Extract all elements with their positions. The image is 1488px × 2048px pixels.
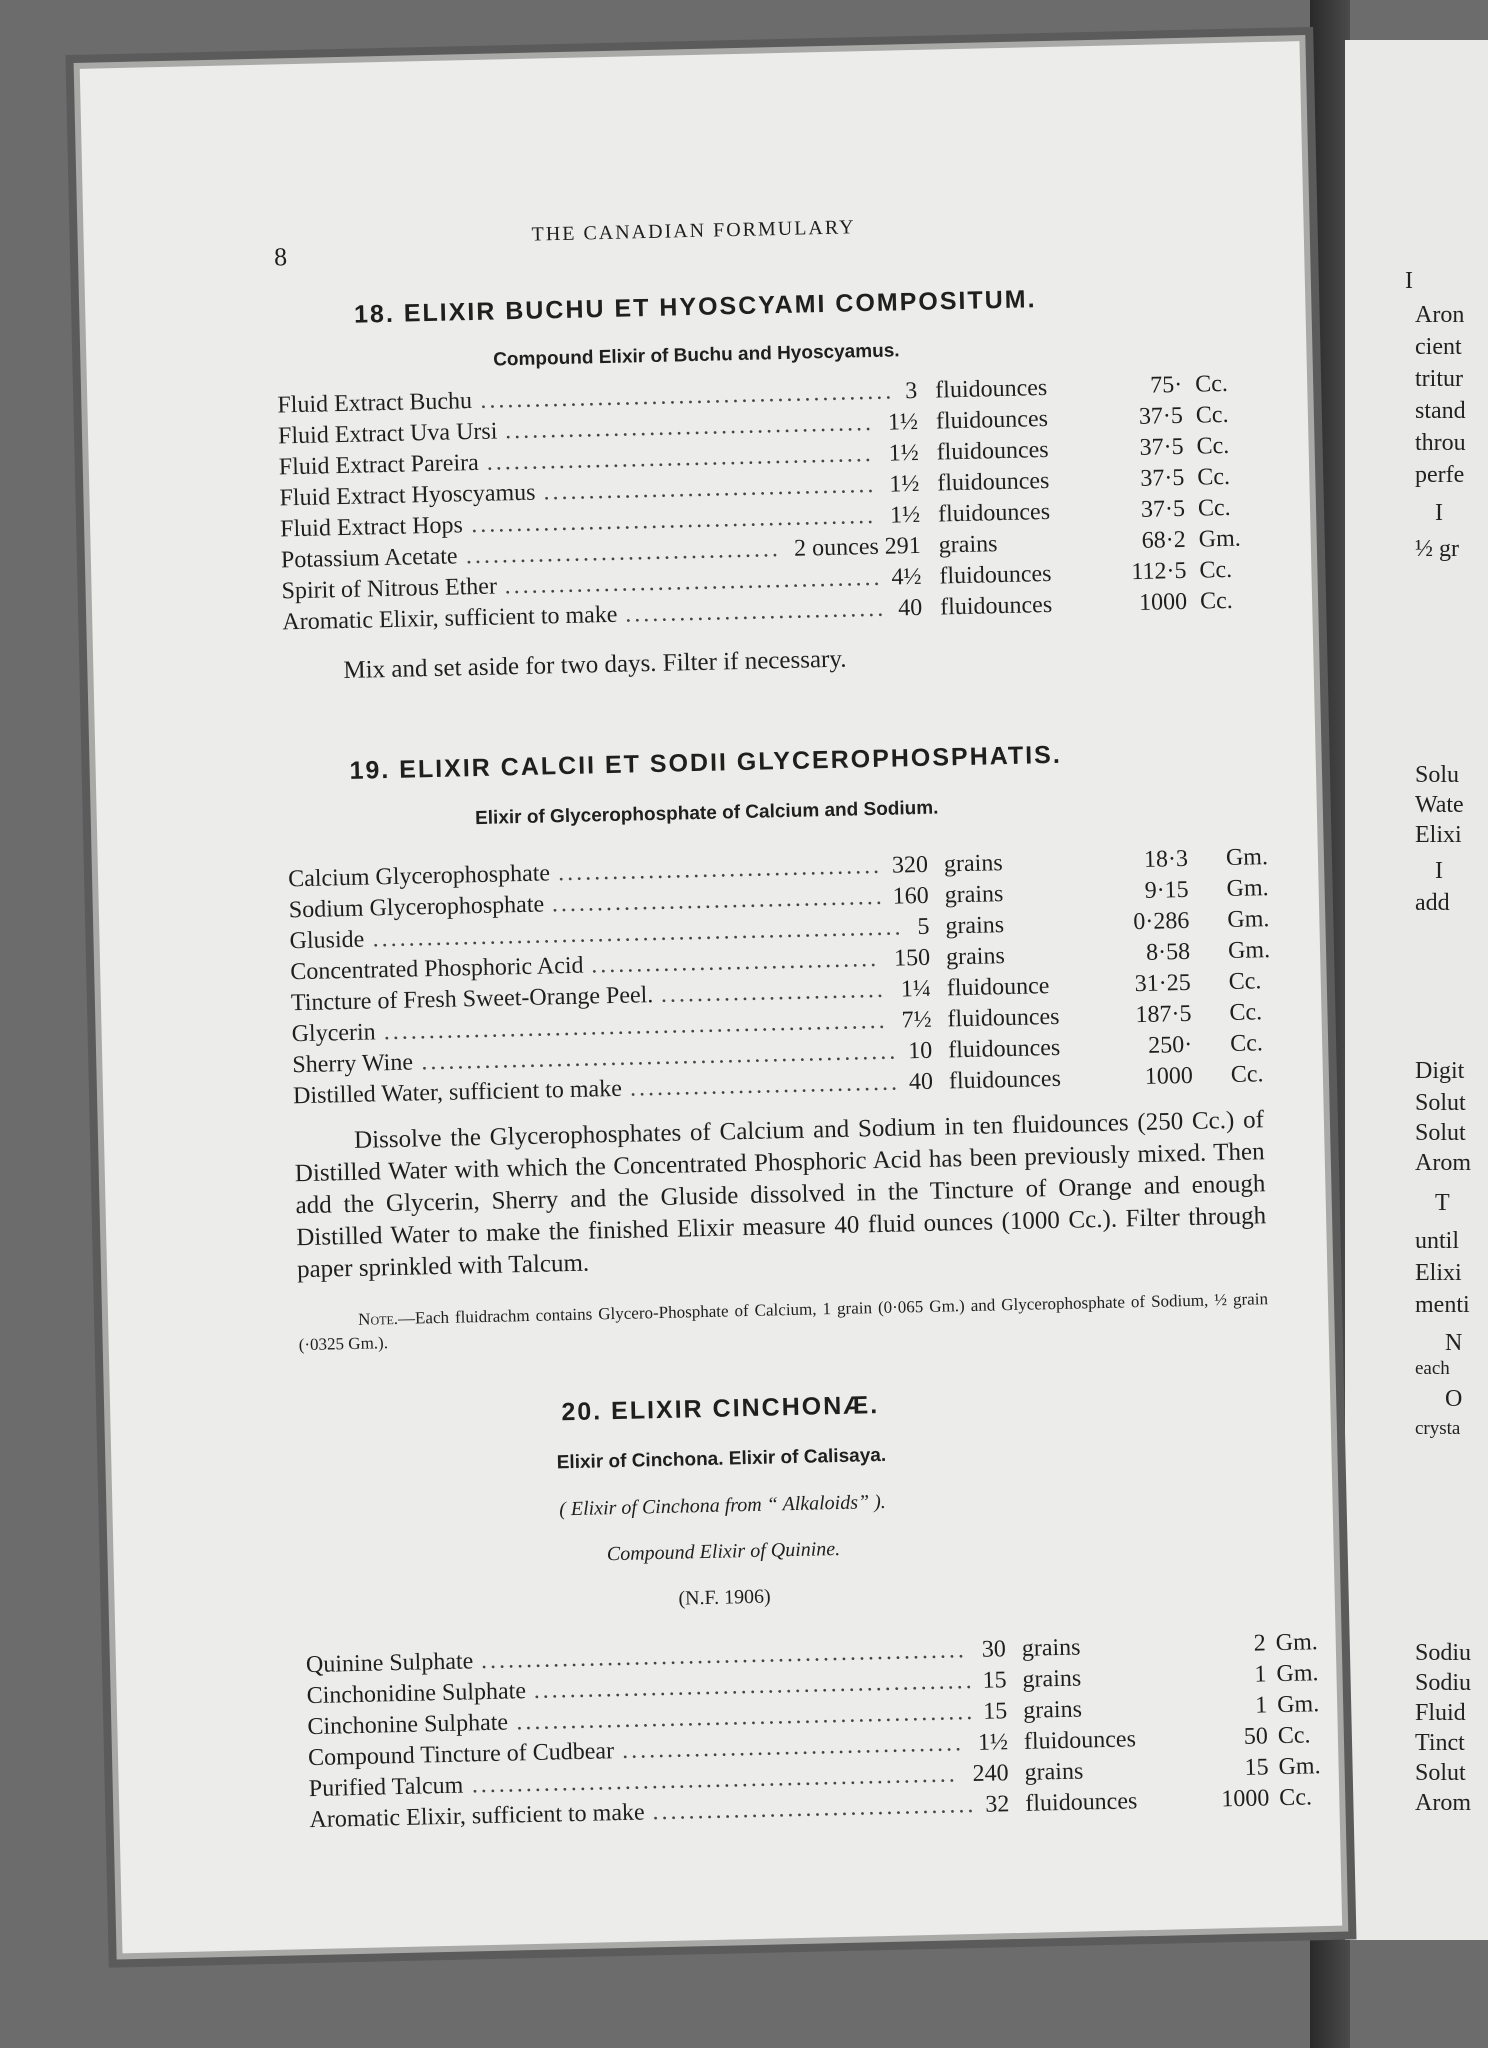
ingredient-quantity: 1½ <box>887 408 919 436</box>
dot-leader: ................................................... <box>516 1698 976 1736</box>
metric-unit: Gm. <box>1275 1629 1319 1657</box>
ingredient-unit: fluidounces <box>947 1003 1060 1033</box>
metric-amount: 18·3 <box>1143 845 1189 873</box>
ingredient-unit: fluidounces <box>936 436 1049 466</box>
directions: Mix and set aside for two days. Filter if necessary. <box>343 645 847 685</box>
ingredient-unit: grains <box>938 531 998 559</box>
running-header: THE CANADIAN FORMULARY <box>531 216 856 246</box>
ingredient-quantity: 1½ <box>977 1729 1009 1756</box>
ingredient-name: Tincture of Fresh Sweet-Orange Peel. <box>290 982 654 1017</box>
ingredient-name: Aromatic Elixir, sufficient to make <box>282 601 618 636</box>
fragment: Arom <box>1415 1150 1471 1176</box>
metric-amount: 1000 <box>1138 588 1188 616</box>
metric-unit: Cc. <box>1229 1030 1264 1057</box>
metric-unit: Cc. <box>1197 494 1231 522</box>
ingredient-quantity: 2 ounces 291 <box>793 532 922 562</box>
metric-amount: 1 <box>1254 1692 1268 1719</box>
metric-unit: Gm. <box>1226 875 1269 903</box>
ingredient-unit: fluidounces <box>1023 1726 1137 1755</box>
ingredient-unit: grains <box>1021 1634 1081 1662</box>
metric-amount: 9·15 <box>1144 876 1189 904</box>
fragment: Solut <box>1415 1760 1466 1786</box>
ingredient-name: Spirit of Nitrous Ether <box>281 573 498 605</box>
fragment: crysta <box>1415 1418 1461 1439</box>
fragment: Elixi <box>1415 1260 1462 1286</box>
dot-leader: ..................................... <box>543 471 877 506</box>
fragment: ½ gr <box>1415 536 1459 562</box>
dot-leader: .......................................... <box>504 564 883 600</box>
dot-leader: ............................. <box>624 595 887 628</box>
metric-amount: 37·5 <box>1140 495 1186 523</box>
metric-unit: Gm. <box>1198 525 1241 553</box>
ingredient-name: Purified Talcum <box>308 1772 464 1803</box>
ingredient-unit: fluidounces <box>934 374 1048 404</box>
ingredient-name: Fluid Extract Uva Ursi <box>277 418 498 450</box>
fragment: I <box>1435 858 1443 884</box>
dot-leader: .............................................. <box>480 378 895 414</box>
ingredient-unit: fluidounces <box>939 560 1052 590</box>
dot-leader: .............................. <box>629 1069 901 1102</box>
fragment: Solut <box>1415 1090 1466 1116</box>
fragment: menti <box>1415 1292 1470 1318</box>
metric-amount: 2 <box>1253 1630 1267 1657</box>
metric-unit: Cc. <box>1199 587 1234 615</box>
ingredient-unit: fluidounces <box>939 591 1053 621</box>
dot-leader: .................................... <box>652 1791 977 1826</box>
ingredient-name: Glycerin <box>291 1019 376 1048</box>
ingredient-unit: fluidounces <box>937 498 1051 528</box>
directions: Dissolve the Glycerophosphates of Calcium and Sodium in ten fluidounces (250 Cc.) of Distilled Water with which the Concentrated Phosphoric Acid has been previously mixed. Then add the Glycerin, Sherry and the Gluside dissolved in the Tincture of Orange and enough Distilled Water to make the finished Elixir measure 40 fluid ounces (1000 Cc.). Filter through paper sprinkled with Talcum. <box>294 1106 1267 1284</box>
ingredient-name: Sherry Wine <box>292 1049 414 1079</box>
fragment: throu <box>1415 430 1466 456</box>
metric-unit: Cc. <box>1229 999 1263 1026</box>
metric-unit: Cc. <box>1197 463 1231 491</box>
metric-unit: Cc. <box>1199 556 1233 584</box>
metric-unit: Gm. <box>1276 1660 1319 1688</box>
ingredient-quantity: 240 <box>972 1760 1009 1788</box>
fragment: stand <box>1415 398 1466 424</box>
page-number: 8 <box>273 242 288 272</box>
fragment: until <box>1415 1228 1460 1254</box>
ingredient-name: Aromatic Elixir, sufficient to make <box>309 1799 645 1834</box>
dot-leader: .................................... <box>557 852 883 887</box>
ingredient-name: Fluid Extract Buchu <box>277 388 473 419</box>
ingredient-quantity: 1¼ <box>900 975 932 1003</box>
ingredient-name: Cinchonine Sulphate <box>307 1709 509 1741</box>
section-subtitle: Compound Elixir of Buchu and Hyoscyamus. <box>492 340 900 371</box>
fragment: I <box>1435 500 1443 526</box>
ingredient-quantity: 10 <box>907 1037 933 1065</box>
fragment: Solut <box>1415 1120 1466 1146</box>
metric-amount: 8·58 <box>1145 938 1191 966</box>
metric-amount: 250· <box>1147 1031 1193 1059</box>
metric-amount: 1000 <box>1220 1785 1270 1813</box>
ingredient-quantity: 40 <box>897 594 923 622</box>
ingredient-unit: fluidounces <box>937 467 1050 497</box>
metric-amount: 50 <box>1243 1723 1269 1750</box>
ingredient-quantity: 1½ <box>889 470 920 498</box>
metric-amount: 0·286 <box>1133 907 1190 936</box>
dot-leader: ...................................................... <box>471 1761 958 1799</box>
ingredient-name: Fluid Extract Hops <box>279 512 464 543</box>
ingredient-quantity: 7½ <box>901 1006 932 1034</box>
fragment: N <box>1445 1330 1463 1356</box>
section-title: 19. ELIXIR CALCII ET SODII GLYCEROPHOSPHATIS. <box>349 740 1063 785</box>
dot-leader: ......................... <box>660 976 887 1008</box>
metric-unit: Cc. <box>1230 1061 1264 1088</box>
fragment: Fluid <box>1415 1700 1466 1726</box>
dot-leader: ...................................................... <box>480 1637 968 1675</box>
ingredient-quantity: 4½ <box>891 563 922 591</box>
ingredient-unit: grains <box>1022 1665 1082 1693</box>
ingredient-name: Concentrated Phosphoric Acid <box>289 952 584 986</box>
section-title: 20. ELIXIR CINCHONÆ. <box>561 1391 880 1427</box>
fragment: Aron <box>1415 302 1465 328</box>
ingredient-unit: fluidounce <box>946 973 1050 1002</box>
ingredient-unit: fluidounces <box>948 1065 1062 1095</box>
fragment: add <box>1415 890 1450 916</box>
ingredient-name: Calcium Glycerophosphate <box>287 860 551 893</box>
metric-amount: 31·25 <box>1134 969 1192 998</box>
note-text: —Each fluidrachm contains Glycero-Phosphate of Calcium, 1 grain (0·065 Gm.) and Glycerophosphate of Sodium, ½ grain (·0325 Gm.). <box>298 1289 1269 1355</box>
dot-leader: ................................ <box>590 945 880 979</box>
dot-leader: ................................... <box>465 536 782 570</box>
metric-amount: 1 <box>1254 1661 1267 1688</box>
fragment: T <box>1435 1190 1450 1216</box>
ingredient-unit: grains <box>944 881 1004 909</box>
metric-unit: Cc. <box>1228 968 1262 996</box>
ingredient-quantity: 150 <box>893 944 931 972</box>
metric-unit: Gm. <box>1278 1753 1321 1781</box>
metric-amount: 112·5 <box>1131 557 1187 586</box>
fragment: Digit <box>1415 1058 1465 1084</box>
note <box>298 1287 1269 1357</box>
metric-unit: Cc. <box>1195 401 1229 429</box>
metric-unit: Cc. <box>1194 370 1229 398</box>
dot-leader: ........................................... <box>486 440 874 476</box>
metric-unit: Gm. <box>1227 937 1271 965</box>
metric-amount: 37·5 <box>1139 433 1184 461</box>
adjacent-page <box>1345 40 1488 1940</box>
metric-amount: 37·5 <box>1138 402 1184 430</box>
ingredient-quantity: 5 <box>917 913 930 941</box>
ingredient-quantity: 320 <box>891 851 929 879</box>
ingredient-quantity: 15 <box>982 1698 1008 1725</box>
metric-unit: Gm. <box>1276 1691 1320 1719</box>
metric-amount: 75· <box>1149 371 1183 399</box>
note-label: Note. <box>357 1308 399 1329</box>
ingredient-name: Distilled Water, sufficient to make <box>292 1075 623 1110</box>
ingredient-quantity: 1½ <box>889 501 921 529</box>
fragment: Tinct <box>1415 1730 1465 1756</box>
ingredient-quantity: 32 <box>985 1791 1010 1818</box>
ingredient-unit: grains <box>943 850 1003 878</box>
fragment: perfe <box>1415 462 1465 488</box>
ingredient-quantity: 1½ <box>888 439 919 467</box>
book-page <box>80 41 1342 1953</box>
section-title: 18. ELIXIR BUCHU ET HYOSCYAMI COMPOSITUM. <box>353 285 1037 329</box>
ingredient-unit: fluidounces <box>947 1034 1061 1064</box>
metric-unit: Cc. <box>1277 1722 1311 1750</box>
metric-amount: 187·5 <box>1135 1000 1192 1029</box>
metric-amount: 1000 <box>1144 1062 1194 1090</box>
section-subtitle: Elixir of Cinchona. Elixir of Calisaya. <box>556 1444 887 1474</box>
ingredient-quantity: 160 <box>892 882 930 910</box>
fragment: Solu <box>1415 762 1460 788</box>
ingredient-name: Fluid Extract Hyoscyamus <box>279 479 536 512</box>
ingredient-quantity: 40 <box>908 1068 934 1096</box>
metric-amount: 37·5 <box>1140 464 1185 492</box>
ingredient-unit: grains <box>945 912 1005 940</box>
metric-unit: Cc. <box>1196 432 1230 460</box>
ingredient-list <box>288 844 1293 1115</box>
fragment: Elixi <box>1415 822 1462 848</box>
ingredient-unit: fluidounces <box>935 405 1049 435</box>
fragment: tritur <box>1415 366 1463 392</box>
ingredient-name: Fluid Extract Pareira <box>278 449 480 481</box>
fragment: Sodiu <box>1415 1670 1472 1696</box>
ingredient-list <box>305 1629 1321 1838</box>
dot-leader: ...................................... <box>621 1730 965 1764</box>
dot-leader: ..................................... <box>551 883 886 918</box>
ingredient-name: Gluside <box>289 926 365 955</box>
fragment: Wate <box>1415 792 1464 818</box>
dot-leader: ............................................. <box>470 502 877 539</box>
ingredient-name: Potassium Acetate <box>280 543 458 574</box>
section-subtitle: Elixir of Glycerophosphate of Calcium and Sodium. <box>474 797 939 830</box>
ingredient-quantity: 30 <box>981 1636 1007 1663</box>
ingredient-name: Cinchonidine Sulphate <box>306 1678 527 1710</box>
metric-unit: Gm. <box>1225 844 1269 872</box>
metric-unit: Gm. <box>1227 906 1270 934</box>
ingredient-quantity: 3 <box>904 377 918 405</box>
ingredient-unit: fluidounces <box>1025 1788 1138 1817</box>
ingredient-name: Quinine Sulphate <box>305 1648 474 1679</box>
ingredient-name: Compound Tincture of Cudbear <box>307 1738 615 1772</box>
reference: (N.F. 1906) <box>678 1585 771 1610</box>
dot-leader: ........................................................ <box>383 1007 888 1046</box>
dot-leader: ........................................................... <box>372 914 904 953</box>
fragment: each <box>1415 1358 1450 1379</box>
metric-amount: 68·2 <box>1141 526 1187 554</box>
fragment: Arom <box>1415 1790 1471 1816</box>
ingredient-quantity: 15 <box>982 1667 1007 1694</box>
metric-amount: 15 <box>1244 1754 1269 1781</box>
fragment: Sodiu <box>1415 1640 1472 1666</box>
alt-name: ( Elixir of Cinchona from “ Alkaloids” ). <box>558 1490 887 1521</box>
ingredient-unit: grains <box>945 943 1006 971</box>
fragment: I <box>1405 268 1413 294</box>
fragment: cient <box>1415 334 1462 360</box>
alt-name: Compound Elixir of Quinine. <box>606 1537 841 1566</box>
ingredient-unit: grains <box>1024 1758 1084 1786</box>
metric-unit: Cc. <box>1278 1784 1313 1812</box>
fragment: O <box>1445 1386 1463 1412</box>
ingredient-name: Sodium Glycerophosphate <box>288 891 545 924</box>
dot-leader: ................................................. <box>533 1667 975 1704</box>
dot-leader: ......................................... <box>504 409 875 445</box>
ingredient-unit: grains <box>1022 1696 1083 1724</box>
dot-leader: ..................................................... <box>421 1038 899 1076</box>
ingredient-list <box>277 370 1282 641</box>
